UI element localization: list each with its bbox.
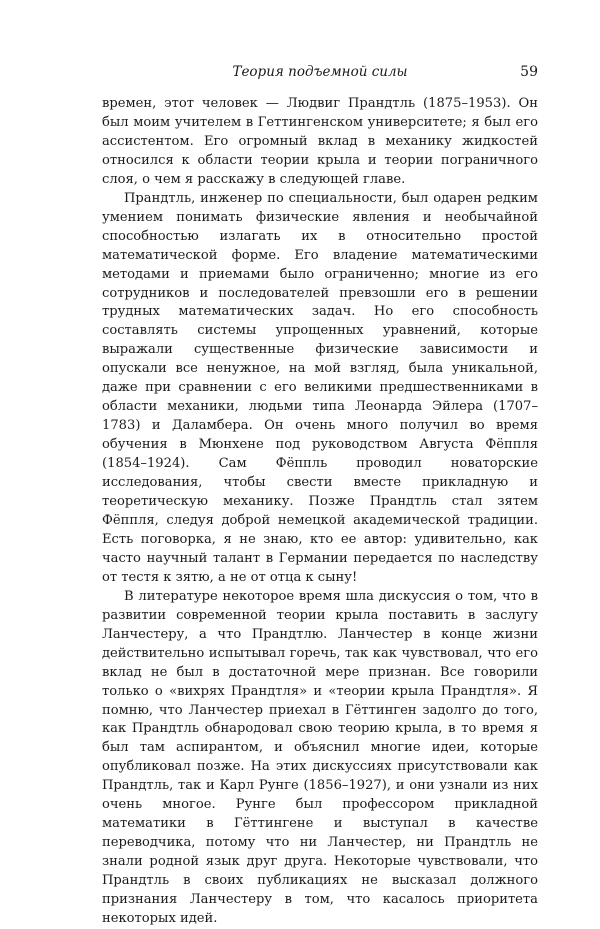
running-title: Теория подъемной силы (232, 64, 408, 80)
paragraph-continuation: времен, этот человек — Людвиг Прандтль (1875–1953). Он был моим учителем в Геттингенском университете; я был его ассистентом. Его огромный вклад в механику жидкостей относился к области теории крыла и теории пограничного слоя, о чем я расскажу в следующей главе. (102, 96, 538, 187)
running-head (102, 62, 538, 82)
body-text (102, 95, 538, 929)
page-number: 59 (520, 64, 538, 80)
paragraph-prandtl-biography: Прандтль, инженер по специальности, был одарен редким умением понимать физические явления и необычайной способностью излагать их в относительно простой математической форме. Его владение математическими методами и приемами было ограниченно; многие из его сотрудников и последователей превзошли его в решении трудных математических задач. Но его способность составлять системы упрощенных уравнений, которые выражали существенные физические зависимости и опускали все ненужное, на мой взгляд, была уникальной, даже при сравнении с его великими предшественниками в области механики, людьми типа Леонарда Эйлера (1707–1783) и Даламбера. Он очень много получил во время обучения в Мюнхене под руководством Августа Фёппля (1854–1924). Сам Фёппль проводил новаторские исследования, чтобы свести вместе прикладную и теоретическую механику. Позже Прандтль стал зятем Фёппля, следуя доброй немецкой академической традиции. Есть поговорка, я не знаю, кто ее автор: удивительно, как часто научный талант в Германии передается по наследству от тестя к зятю, а не от отца к сыну! (102, 190, 538, 585)
paragraph-lanchester-priority: В литературе некоторое время шла дискуссия о том, что в развитии современной теории крыла поставить в заслугу Ланчестеру, а что Прандтлю. Ланчестер в конце жизни действительно испытывал горечь, так как чувствовал, что его вклад не был в достаточной мере признан. Все говорили только о «вихрях Прандтля» и «теории крыла Прандтля». Я помню, что Ланчестер приехал в Гёттинген задолго до того, как Прандтль обнародовал свою теорию крыла, в то время я был там аспирантом, и объяснил многие идеи, которые опубликовал позже. На этих дискуссиях присутствовали как Прандтль, так и Карл Рунге (1856–1927), и они узнали из них очень многое. Рунге был профессором прикладной математики в Гёттингене и выступал в качестве переводчика, потому что ни Ланчестер, ни Прандтль не знали родной язык друг друга. Некоторые чувствовали, что Прандтль в своих публикациях не высказал должного признания Ланчестеру в том, что касалось приоритета некоторых идей. (102, 588, 538, 926)
